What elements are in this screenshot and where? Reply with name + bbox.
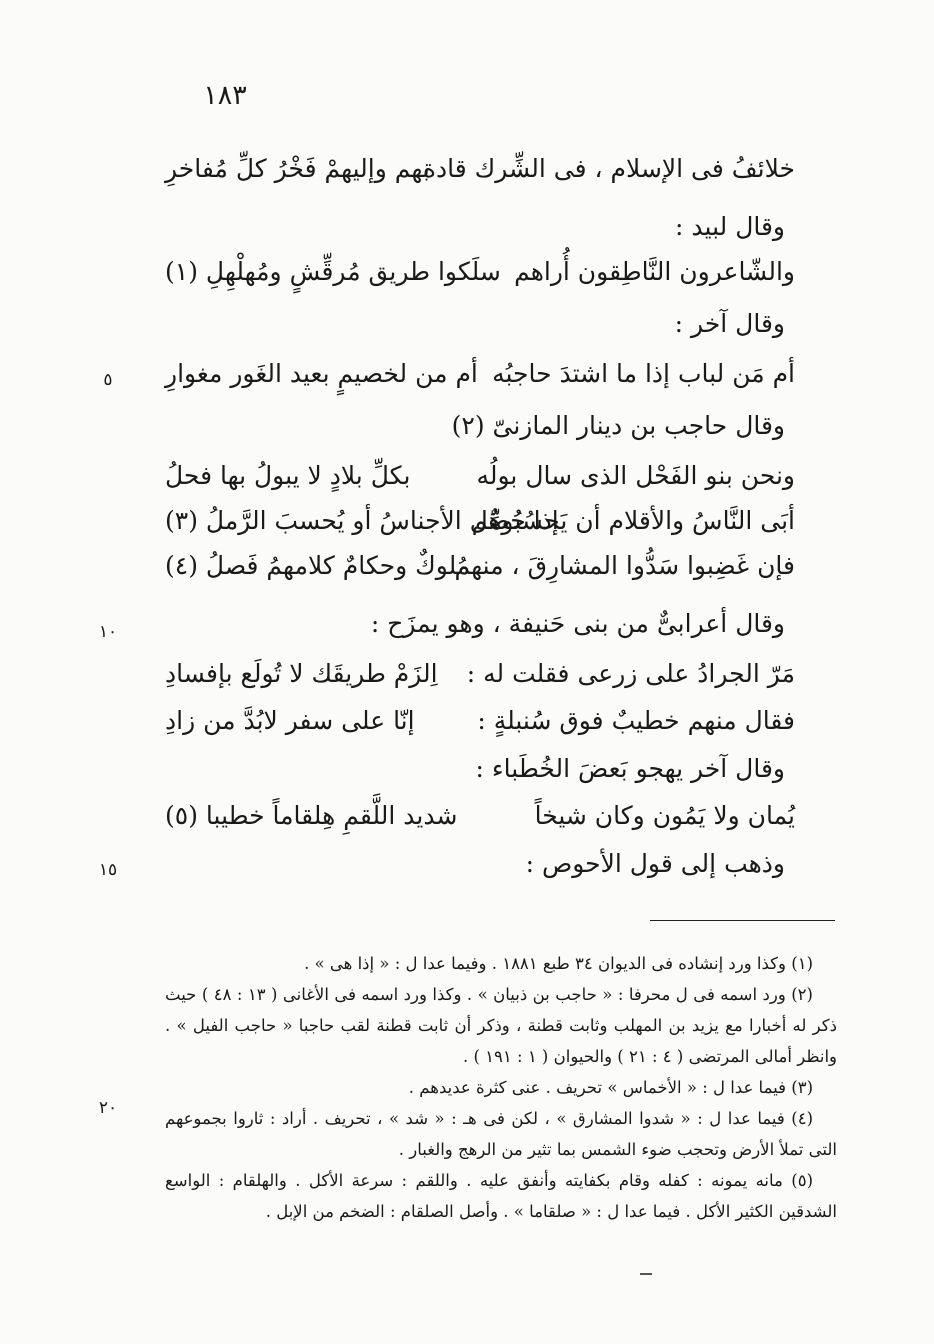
verse-first-hemistich: أم مَن لباب إذا ما اشتدَ حاجبُه [492,359,795,388]
footnote: (٥) مانه يمونه : كفله وقام بكفايته وأنفق عليه . واللقم : سرعة الأكل . والهلقام : الواسع الشدقين الكثير الأكل . فيما عدا ل : « صلقاما » . وأصل الصلقام : الضخم من الإبل . [165,1171,837,1221]
verse-first-hemistich: ونحن بنو الفَحْل الذى سال بولُه [476,461,795,490]
verse-line [165,350,795,398]
verse-intro: وقال آخر : [674,309,785,338]
footnote: (١) وكذا ورد إنشاده فى الديوان ٣٤ طبع ١٨٨١ . وفيما عدا ل : « إذا هى » . [304,954,813,973]
verse-line [165,145,795,193]
verse-line [165,497,795,545]
verse-second-hemistich: اِلزَمْ طريقَك لا تُولَع بإفسادِ [165,659,438,688]
line-marker-10: ١٠ [98,622,118,642]
footnote: (٣) فيما عدا ل : « الأخماس » تحريف . عنى كثرة عديدهم . [408,1078,813,1097]
verse-line [165,792,795,840]
verse-line [165,650,795,698]
footnote: (٢) ورد اسمه فى ل محرفا : « حاجب بن ذبيان » . وكذا ورد اسمه فى الأغانى ( ١٣ : ٤٨ ) حيث ذكر له أخبارا مع يزيد بن المهلب وثابت قطنة ، وذكر أن ثابت قطنة لقب حاجبا « حاجب الفيل » . وانظر أمالى المرتضى ( ٤ : ٢١ ) والحيوان ( ١ : ١٩١ ) . [165,985,837,1066]
print-speck [640,1273,652,1275]
footnotes [165,948,837,1227]
verse-first-hemistich: فقال منهم خطيبٌ فوق سُنبلةٍ : [477,706,795,735]
verse-second-hemistich: بكلِّ بلادٍ لا يبولُ بها فحلُ [165,461,411,490]
verse-intro: وقال أعرابىٌّ من بنى حَنيفة ، وهو يمزَح : [370,609,785,638]
verse-first-hemistich: مَرّ الجرادُ على زرعى فقلت له : [466,659,795,688]
verse-first-hemistich: فإن غَضِبوا سَدُّوا المشارِقَ ، منهمُ [454,551,795,580]
verse-line [165,452,795,500]
verse-intro: وقال لبيد : [675,212,785,241]
verse-intro: وقال حاجب بن دينار المازنىّ (٢) [451,411,785,440]
verse-second-hemistich: إذا حُصِّل الأجناسُ أو يُحسبَ الرَّملُ (٣) [165,506,559,535]
verse-line [165,248,795,296]
line-marker-15: ١٥ [98,860,118,880]
verse-line [165,697,795,745]
verse-second-hemistich: بهم وإليهمْ فَخْرُ كلِّ مُفاخرِ [165,154,430,183]
verse-second-hemistich: ملوكٌ وحكامٌ كلامهمُ فَصلُ (٤) [165,551,471,580]
footnote-divider [650,920,835,921]
verse-intro: وذهب إلى قول الأحوص : [525,849,785,878]
verse-first-hemistich: أبَى النَّاسُ والأقلام أن يَحسُبُوهُم [471,506,795,535]
footnote: (٤) فيما عدا ل : « شدوا المشارق » ، لكن فى هـ : « شد » ، تحريف . أراد : ثاروا بجموعهم التى تملأ الأرض وتحجب ضوء الشمس بما تثير من الرهج والغبار . [165,1109,837,1159]
verse-second-hemistich: إنّا على سفر لابُدَّ من زادِ [165,706,415,735]
verse-first-hemistich: خلائفُ فى الإسلام ، فى الشِّرك قادة [422,154,795,183]
line-marker-5: ٥ [103,370,113,390]
verse-first-hemistich: والشّاعرون النَّاطِقون أُراهم [514,257,795,286]
verse-second-hemistich: شديد اللَّقمِ هِلقاماً خطيبا (٥) [165,801,458,830]
verse-intro: وقال آخر يهجو بَعضَ الخُطَباء : [475,754,785,783]
verse-first-hemistich: يُمان ولا يَمُون وكان شيخاً [534,801,795,830]
verse-second-hemistich: سلَكوا طريق مُرقِّشٍ ومُهلْهِلِ (١) [165,257,501,286]
line-marker-20: ٢٠ [98,1098,118,1118]
page-number: ١٨٣ [203,80,247,111]
verse-second-hemistich: أم من لخصيمٍ بعيد الغَور مغوارِ [165,359,478,388]
verse-line [165,542,795,590]
